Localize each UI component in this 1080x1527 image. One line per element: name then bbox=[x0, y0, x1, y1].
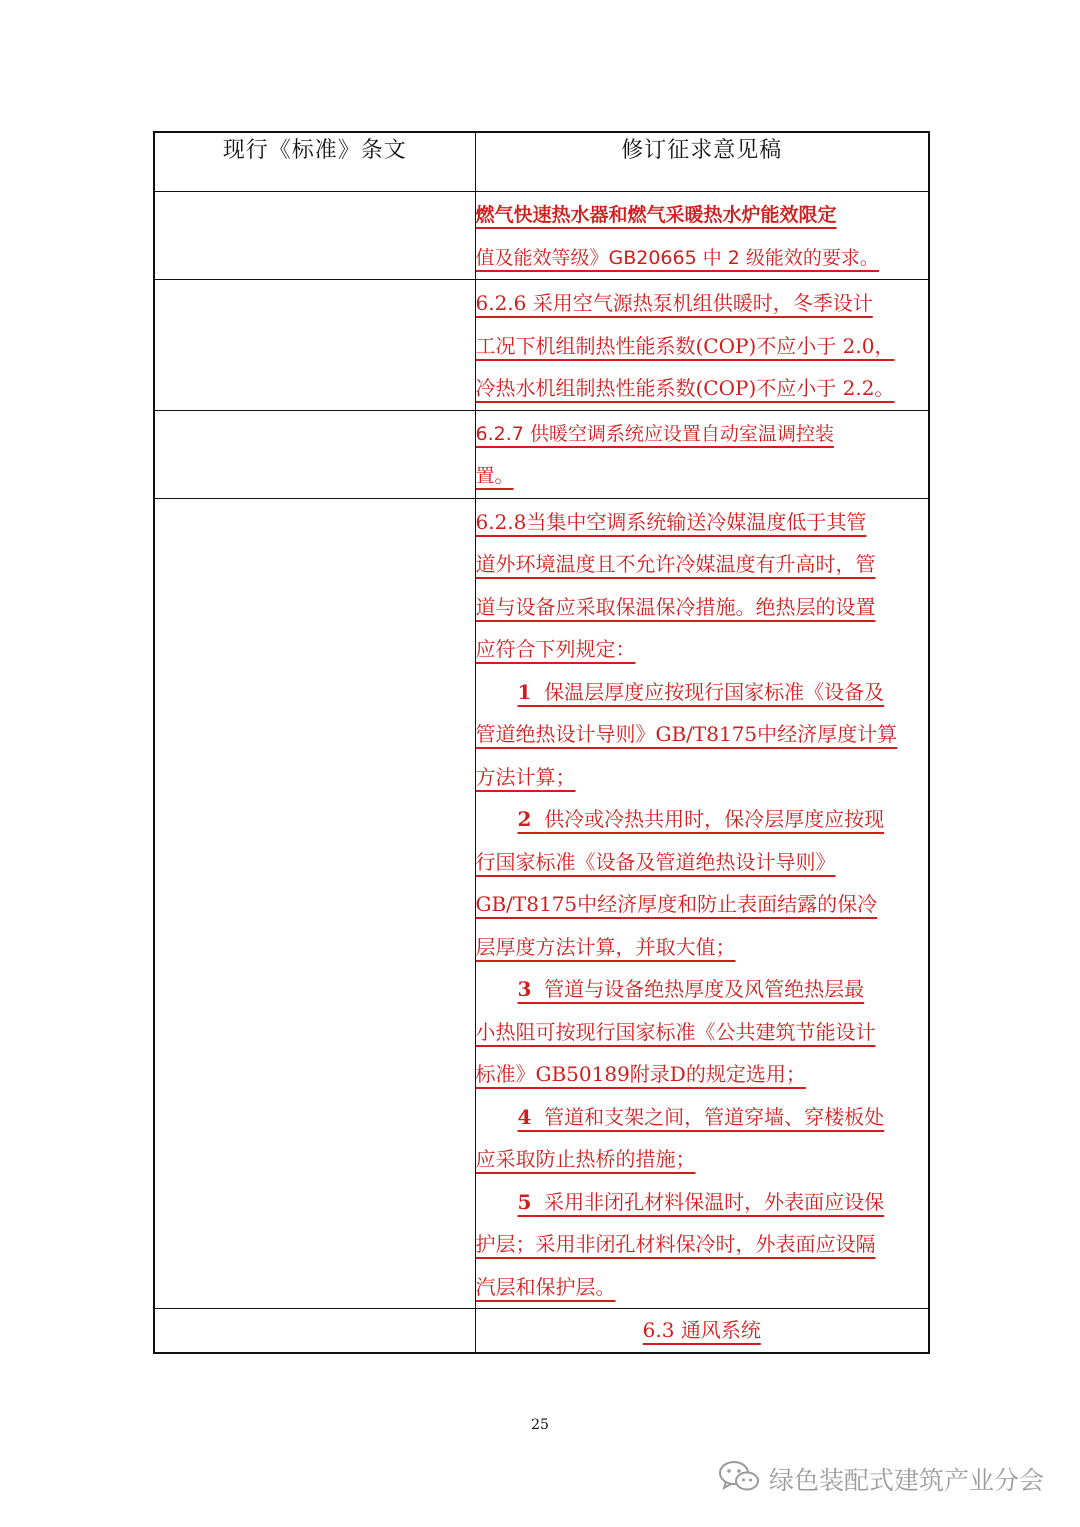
revision-line: 道外环境温度且不允许冷媒温度有升高时，管 bbox=[475, 552, 876, 576]
item-number: 2 bbox=[517, 807, 532, 831]
revision-line: 燃气快速热水器和燃气采暖热水炉能效限定 bbox=[475, 204, 837, 226]
revision-line: 应符合下列规定： bbox=[475, 637, 636, 661]
header-current-standard: 现行《标准》条文 bbox=[154, 132, 475, 192]
current-standard-cell bbox=[154, 498, 475, 1309]
revision-cell bbox=[475, 192, 929, 280]
watermark bbox=[717, 1461, 1044, 1497]
item-number: 3 bbox=[517, 977, 532, 1001]
item-number: 1 bbox=[517, 679, 532, 704]
page-number: 25 bbox=[531, 1417, 549, 1433]
revision-line: 采用非闭孔材料保温时，外表面应设保 bbox=[544, 1189, 885, 1214]
item-number: 4 bbox=[517, 1104, 532, 1129]
revision-line: 6.2.7 供暖空调系统应设置自动室温调控装 bbox=[475, 422, 834, 445]
revision-line: GB/T8175中经济厚度和防止表面结露的保冷 bbox=[475, 892, 878, 916]
revision-line: 管道和支架之间，管道穿墙、穿楼板处 bbox=[544, 1104, 885, 1129]
header-revision-draft: 修订征求意见稿 bbox=[475, 132, 929, 192]
revision-line: 方法计算； bbox=[475, 764, 576, 789]
table-row bbox=[154, 1309, 929, 1353]
section-heading: 6.3 通风系统 bbox=[642, 1318, 761, 1342]
revision-line: 供冷或冷热共用时，保冷层厚度应按现 bbox=[544, 807, 885, 831]
current-standard-cell bbox=[154, 1309, 475, 1353]
revision-line: 层厚度方法计算，并取大值； bbox=[475, 934, 736, 959]
table-header-row bbox=[154, 132, 929, 192]
revision-line: 值及能效等级》GB20665 中 2 级能效的要求。 bbox=[475, 246, 879, 269]
revision-cell bbox=[475, 1309, 929, 1353]
table-row bbox=[154, 410, 929, 498]
revision-line: 6.2.6 采用空气源热泵机组供暖时，冬季设计 bbox=[475, 291, 873, 315]
revision-line: 保温层厚度应按现行国家标准《设备及 bbox=[544, 679, 885, 704]
revision-cell bbox=[475, 280, 929, 411]
revision-cell bbox=[475, 410, 929, 498]
current-standard-cell bbox=[154, 192, 475, 280]
revision-line: 冷热水机组制热性能系数(COP)不应小于 2.2。 bbox=[475, 376, 895, 400]
item-number: 5 bbox=[517, 1189, 532, 1214]
revision-table bbox=[153, 131, 930, 1354]
revision-line: 道与设备应采取保温保冷措施。绝热层的设置 bbox=[475, 594, 876, 619]
table-row bbox=[154, 192, 929, 280]
revision-line: 行国家标准《设备及管道绝热设计导则》 bbox=[475, 849, 836, 874]
revision-line: 工况下机组制热性能系数(COP)不应小于 2.0， bbox=[475, 333, 895, 358]
revision-line: 管道绝热设计导则》GB/T8175中经济厚度计算 bbox=[475, 722, 898, 746]
table-row bbox=[154, 280, 929, 411]
revision-cell bbox=[475, 498, 929, 1309]
revision-line: 管道与设备绝热厚度及风管绝热层最 bbox=[544, 977, 865, 1001]
revision-line: 6.2.8当集中空调系统输送冷媒温度低于其管 bbox=[475, 509, 867, 534]
revision-line: 应采取防止热桥的措施； bbox=[475, 1147, 696, 1171]
revision-line: 置。 bbox=[475, 465, 514, 487]
current-standard-cell bbox=[154, 410, 475, 498]
revision-line: 护层；采用非闭孔材料保冷时，外表面应设隔 bbox=[475, 1232, 876, 1256]
revision-line: 小热阻可按现行国家标准《公共建筑节能设计 bbox=[475, 1019, 876, 1044]
table-row bbox=[154, 498, 929, 1309]
current-standard-cell bbox=[154, 280, 475, 411]
wechat-icon bbox=[717, 1458, 761, 1500]
watermark-text: 绿色装配式建筑产业分会 bbox=[768, 1466, 1044, 1495]
revision-line: 汽层和保护层。 bbox=[475, 1274, 616, 1299]
revision-line: 标准》GB50189附录D的规定选用； bbox=[475, 1062, 806, 1086]
